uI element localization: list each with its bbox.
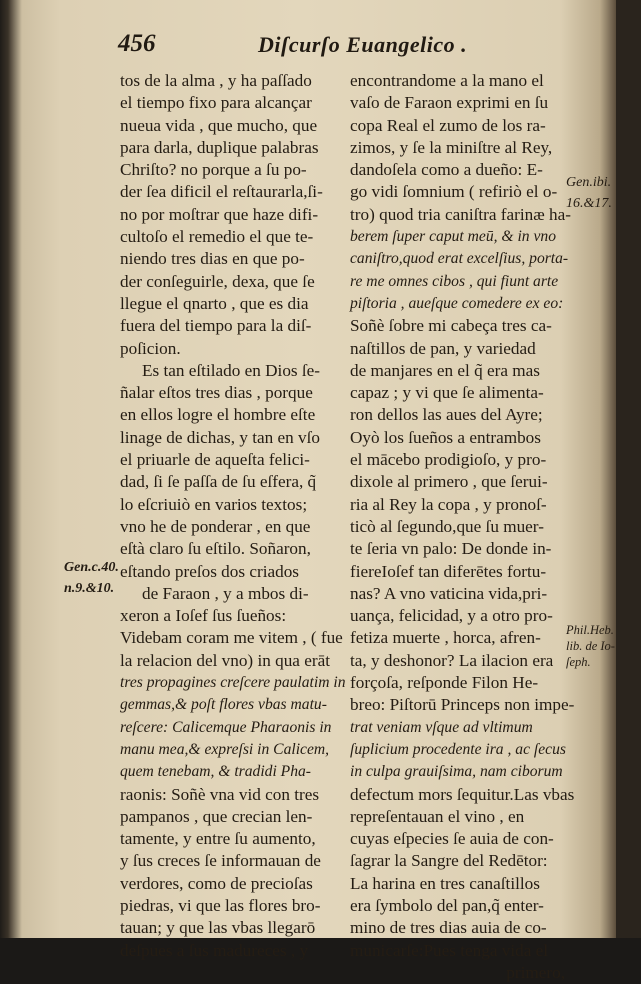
text-line: municarſe:Pues tenga vida el: [350, 940, 549, 960]
text-line: Videbam coram me vitem , ( fue: [120, 628, 343, 648]
running-title: Diſcurſo Euangelico .: [258, 32, 468, 57]
text-line: La harina en tres canaſtillos: [350, 873, 540, 893]
text-line: tauan; y que las vbas llegarō: [120, 918, 316, 938]
margin-note-left: [64, 557, 119, 599]
text-line: der conſeguirle, dexa, que ſe: [120, 271, 315, 291]
text-line: poſicion.: [120, 338, 181, 358]
text-line: te ſeria vn palo: De donde in-: [350, 539, 552, 559]
text-line: copa Real el zumo de los ra-: [350, 115, 546, 135]
text-line: el mācebo prodigioſo, y pro-: [350, 450, 547, 470]
margin-note-line: Phil.Heb.: [566, 623, 614, 637]
text-line: ria al Rey la copa , y pronoſ-: [350, 494, 547, 514]
text-line: go vidi ſomnium ( refiriò el o-: [350, 182, 558, 202]
text-line: la relacion del vno) in qua erāt: [120, 650, 330, 670]
page-edge: [616, 0, 641, 938]
text-line: deſpues a ſus madureces , y: [120, 940, 309, 960]
text-line: reſcere: Calicemque Pharaonis in: [120, 718, 332, 736]
text-line: breo: Piſtorū Princeps non impe-: [350, 695, 575, 715]
margin-note-line: 16.&17.: [566, 196, 612, 211]
text-line: Oyò los ſueños a entrambos: [350, 427, 541, 447]
text-line: der ſea dificil el reſtaurarla,ſi-: [120, 182, 323, 202]
text-line: tos de la alma , y ha paſſado: [120, 71, 312, 90]
text-line: ñalar eſtos tres dias , porque: [120, 383, 313, 403]
text-line: eſtà claro ſu eſtilo. Soñaron,: [120, 539, 311, 559]
text-line: fiereIoſef tan diferētes fortu-: [350, 561, 547, 581]
text-line: linage de dichas, y tan en vſo: [120, 427, 320, 447]
margin-note-line: Gen.c.40.: [64, 560, 119, 575]
text-line: ron dellos las aues del Ayre;: [350, 405, 543, 425]
text-line: de manjares en el q̃ era mas: [350, 360, 540, 380]
text-line: re me omnes cibos , qui fiunt arte: [350, 272, 559, 290]
text-line: zimos, y ſe la miniſtre al Rey,: [350, 137, 553, 157]
text-line: manu mea,& expreſsi in Calicem,: [120, 740, 330, 758]
text-line: llegue el qnarto , que es dia: [120, 293, 309, 313]
text-line: Soñè ſobre mi cabeça tres ca-: [350, 316, 552, 336]
text-line: xeron a Ioſef ſus ſueños:: [120, 606, 287, 626]
text-line: trat veniam vſque ad vltimum: [350, 718, 533, 736]
text-line: nas? A vno vaticina vida,pri-: [350, 583, 548, 603]
margin-note-line: n.9.&10.: [64, 581, 115, 596]
text-line: caniſtro,quod erat excelſius, porta-: [350, 250, 569, 268]
text-line: vaſo de Faraon exprimi en ſu: [350, 93, 549, 113]
text-line: ſuplicium procedente ira , ac ſecus: [350, 740, 566, 758]
text-line: piedras, vi que las flores bro-: [120, 895, 321, 915]
text-line: para darla, duplique palabras: [120, 137, 319, 157]
text-line: fetiza muerte , horca, afren-: [350, 628, 541, 648]
left-text-column: [120, 70, 346, 962]
text-line: cuyas eſpecies ſe auia de con-: [350, 829, 554, 849]
text-line: el priuarle de aqueſta felici-: [120, 450, 310, 470]
text-line: Es tan eſtilado en Dios ſe-: [142, 360, 321, 380]
text-line: pampanos , que crecian len-: [120, 806, 313, 826]
margin-note-right-top: [566, 172, 612, 214]
text-line: verdores, como de precioſas: [120, 873, 313, 893]
text-line: berem ſuper caput meū, & in vno: [350, 228, 556, 246]
text-line: vno he de ponderar , en que: [120, 516, 311, 536]
text-line: raonis: Soñè vna vid con tres: [120, 784, 320, 804]
text-line: no por moſtrar que haze difi-: [120, 204, 319, 224]
text-line: forçoſa, reſponde Filon He-: [350, 673, 539, 693]
text-line: ticò al ſegundo,que ſu muer-: [350, 516, 544, 536]
right-text-column: [350, 70, 575, 984]
text-line: ta, y deshonor? La ilacion era: [350, 650, 554, 670]
text-line: lo eſcriuiò en varios textos;: [120, 494, 308, 514]
text-line: mino de tres dias auia de co-: [350, 918, 547, 938]
text-line: quem tenebam, & tradidi Pha-: [120, 763, 311, 781]
text-line: era ſymbolo del pan,q̃ enter-: [350, 895, 544, 915]
margin-note-line: Gen.ibi.: [566, 175, 612, 190]
margin-note-line: lib. de Io-: [566, 639, 615, 653]
text-line: defectum mors ſequitur.Las vbas: [350, 784, 575, 804]
text-line: piſtoria , aueſque comedere ex eo:: [350, 294, 564, 312]
text-line: fuera del tiempo para la diſ-: [120, 316, 312, 336]
text-line: dad, ſi ſe paſſa de ſu eſfera, q̃: [120, 472, 317, 492]
margin-note-line: ſeph.: [566, 655, 591, 669]
text-line: primero,: [506, 962, 565, 982]
text-line: tamente, y entre ſu aumento,: [120, 829, 316, 849]
text-line: y ſus creces ſe informauan de: [120, 851, 321, 871]
text-line: uança, felicidad, y a otro pro-: [350, 606, 553, 626]
text-line: en ellos logre el hombre eſte: [120, 405, 316, 425]
text-line: de Faraon , y a mbos di-: [142, 583, 309, 603]
text-line: tro) quod tria caniſtra farinæ ha-: [350, 204, 571, 224]
text-line: ſagrar la Sangre del Redētor:: [350, 851, 548, 871]
text-line: gemmas,& poſt flores vbas matu-: [120, 696, 327, 714]
text-line: capaz ; y vi que ſe alimenta-: [350, 383, 544, 403]
text-line: tres propagines creſcere paulatim in: [120, 674, 346, 692]
text-line: niendo tres dias en que po-: [120, 249, 305, 269]
text-line: in culpa grauiſsima, nam ciborum: [350, 763, 563, 781]
text-line: el tiempo fixo para alcançar: [120, 93, 312, 113]
text-line: encontrandome a la mano el: [350, 71, 544, 90]
text-line: dandoſela como a dueño: E-: [350, 160, 543, 180]
page-header: [0, 30, 641, 64]
margin-note-right-bottom: [566, 622, 615, 670]
text-line: dixole al primero , que ſerui-: [350, 472, 548, 492]
text-line: repreſentauan el vino , en: [350, 806, 525, 826]
text-line: naſtillos de pan, y variedad: [350, 338, 536, 358]
text-line: Chriſto? no porque a ſu po-: [120, 160, 307, 180]
page-number: 456: [118, 30, 156, 57]
text-line: eſtando preſos dos criados: [120, 561, 299, 581]
text-line: nueua vida , que mucho, que: [120, 115, 318, 135]
text-line: cultoſo el remedio el que te-: [120, 227, 314, 247]
